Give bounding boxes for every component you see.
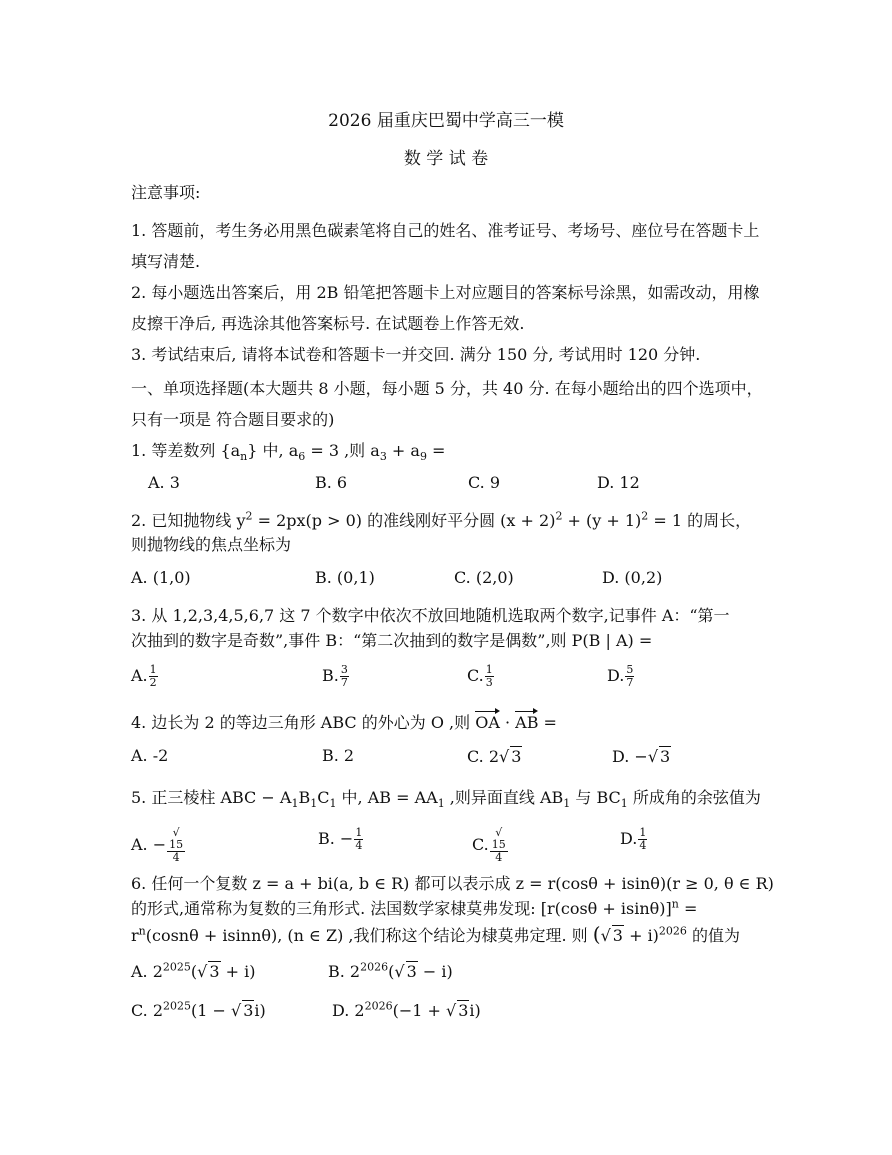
question-1-option-c: C. 9: [468, 473, 501, 492]
question-6-stem-line-3: $r^n(\cos n\theta + isinn\theta)$, (n ∈ Z) ,我们称这个结论为棣莫弗定理. 则 (√ 3 + i)$^{2026}$ 的值为: [131, 922, 741, 946]
section-heading: 一、单项选择题(本大题共 8 小题，每小题 5 分，共 40 分. 在每小题给出的四个选项中，只有一项是 符合题目要求的): [131, 379, 763, 429]
question-2-stem-line-2: 则抛物线的焦点坐标为: [131, 535, 292, 554]
question-2-option-a: A. (1,0): [131, 568, 191, 587]
question-4-stem: 4. 边长为 2 的等边三角形 ABC 的外心为 O ,则 OA · AB =: [131, 713, 557, 732]
question-5-option-a: A. − √ 15 4: [131, 826, 184, 864]
question-6-stem-line-1: 6. 任何一个复数 z = a + bi(a, b ∈ R) 都可以表示成 z = r(cosθ + isinθ)(r ≥ 0, θ ∈ R): [131, 874, 774, 893]
notice-item-3: 3. 考试结束后, 请将本试卷和答题卡一并交回. 满分 150 分, 考试用时 120 分钟.: [131, 345, 701, 364]
question-1-option-a: A. 3: [148, 473, 180, 492]
question-3-option-b: B. $\frac{3}{7}$: [322, 663, 348, 689]
question-5-stem: 5. 正三棱柱 ABC − $A_1B_1C_1$ 中, AB = $AA_1$ ,则异面直线 $AB_1$ 与 $BC_1$ 所成角的余弦值为: [131, 788, 761, 811]
question-4-option-a: A. -2: [131, 746, 169, 765]
question-1-option-d: D. 12: [597, 473, 640, 492]
notice-heading: 注意事项:: [131, 183, 201, 202]
question-3-option-a: A. $\frac{1}{2}$: [131, 663, 157, 689]
question-2-stem-line-1: 2. 已知抛物线 $y^2 = 2px(p > 0)$ 的准线刚好平分圆 $(x + 2)^2 + (y + 1)^2 = 1$ 的周长，: [131, 509, 752, 530]
question-2-option-c: C. (2,0): [454, 568, 514, 587]
question-4-option-d: D. −√ 3: [612, 747, 671, 766]
question-5-option-c: C. √ 15 4: [472, 826, 506, 864]
question-2-option-b: B. (0,1): [315, 568, 375, 587]
question-3-option-d: D. $\frac{5}{7}$: [607, 663, 634, 689]
question-5-option-d: D. $\frac{1}{4}$: [620, 826, 647, 852]
question-3-stem-line-1: 3. 从 1,2,3,4,5,6,7 这 7 个数字中依次不放回地随机选取两个数字,记事件 A：“第一: [131, 606, 730, 625]
question-6-stem-line-2: 的形式,通常称为复数的三角形式. 法国数学家棣莫弗发现: $[r(\cos\theta + isin\theta)]^n$ =: [131, 897, 698, 918]
vector-ab: AB: [515, 713, 539, 732]
vector-oa: OA: [475, 713, 500, 732]
question-6-option-d: D. $2^{2026}(-1$ + √ 3i): [332, 999, 481, 1020]
exam-subtitle: 数 学 试 卷: [403, 149, 489, 169]
notice-item-2: 2. 每小题选出答案后，用 2B 铅笔把答题卡上对应题目的答案标号涂黑，如需改动，用橡皮擦干净后, 再选涂其他答案标号. 在试题卷上作答无效.: [131, 283, 760, 333]
question-6-option-a: A. $2^{2025}(√$ 3 + i): [131, 960, 256, 981]
question-5-option-b: B. − $\frac{1}{4}$: [318, 826, 363, 852]
question-3-option-c: C. $\frac{1}{3}$: [467, 663, 493, 689]
question-6-option-b: B. $2^{2026}(√$ 3 − i): [328, 960, 453, 981]
exam-title: 2026 届重庆巴蜀中学高三一模: [328, 111, 564, 131]
notice-item-1: 1. 答题前，考生务必用黑色碳素笔将自己的姓名、准考证号、考场号、座位号在答题卡上填写清楚.: [131, 221, 760, 271]
question-4-option-c: C. 2√ 3: [467, 747, 522, 766]
question-1-option-b: B. 6: [315, 473, 348, 492]
question-3-stem-line-2: 次抽到的数字是奇数”,事件 B：“第二次抽到的数字是偶数”,则 P(B | A) =: [131, 631, 653, 650]
question-2-option-d: D. (0,2): [602, 568, 663, 587]
question-1-stem: 1. 等差数列 $\{a_n\}$ 中, $a_6 = 3$ ,则 $a_3 + a_9$ =: [131, 441, 446, 464]
question-4-option-b: B. 2: [322, 746, 355, 765]
question-6-option-c: C. $2^{2025}(1$ − √ 3i): [131, 999, 266, 1020]
